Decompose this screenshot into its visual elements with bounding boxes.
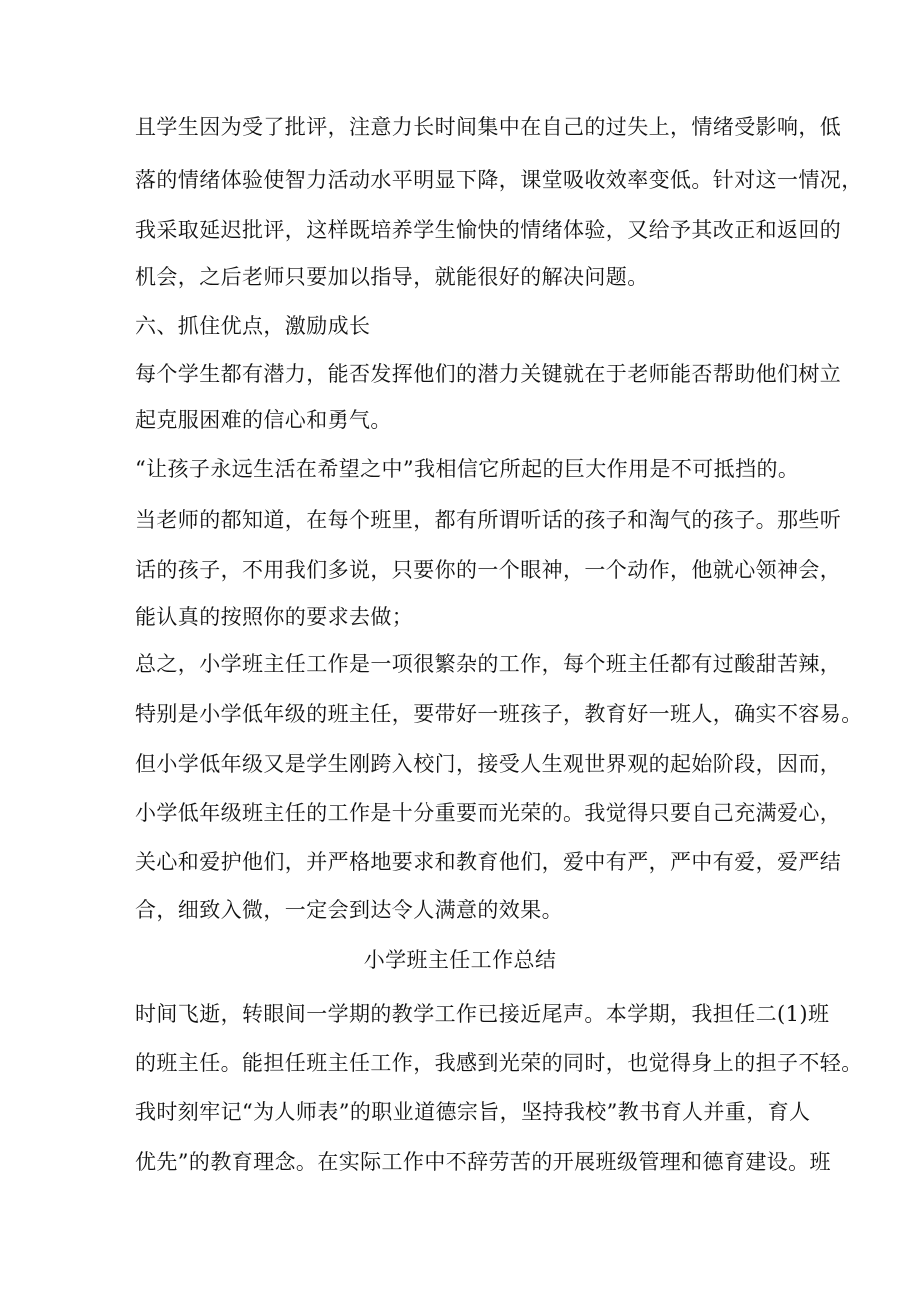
paragraph-line: 的班主任。能担任班主任工作，我感到光荣的同时，也觉得身上的担子不轻。 — [135, 1051, 863, 1075]
paragraph-line: 话的孩子，不用我们多说，只要你的一个眼神，一个动作，他就心领神会， — [135, 558, 842, 582]
paragraph-line: 优先”的教育理念。在实际工作中不辞劳苦的开展班级管理和德育建设。班 — [135, 1150, 831, 1174]
paragraph-line: 我时刻牢记“为人师表”的职业道德宗旨，坚持我校”教书育人并重，育人 — [135, 1100, 811, 1124]
paragraph-line: 关心和爱护他们，并严格地要求和教育他们，爱中有严，严中有爱，爱严结 — [135, 850, 842, 874]
paragraph-line: 时间飞逝，转眼间一学期的教学工作已接近尾声。本学期，我担任二(1)班 — [135, 1002, 830, 1026]
paragraph-line: 总之，小学班主任工作是一项很繁杂的工作，每个班主任都有过酸甜苦辣， — [135, 652, 842, 676]
paragraph-line: 起克服困难的信心和勇气。 — [135, 408, 392, 432]
document-title: 小学班主任工作总结 — [363, 948, 557, 972]
paragraph-line: 落的情绪体验使智力活动水平明显下降，课堂吸收效率变低。针对这一情况， — [135, 168, 863, 192]
quote-line: “让孩子永远生活在希望之中”我相信它所起的巨大作用是不可抵挡的。 — [135, 457, 800, 481]
paragraph-line: 我采取延迟批评，这样既培养学生愉快的情绪体验，又给予其改正和返回的 — [135, 218, 842, 242]
paragraph-line: 每个学生都有潜力，能否发挥他们的潜力关键就在于老师能否帮助他们树立 — [135, 362, 842, 386]
paragraph-line: 合，细致入微，一定会到达令人满意的效果。 — [135, 898, 563, 922]
section-heading: 六、抓住优点，激励成长 — [135, 314, 371, 338]
paragraph-line: 但小学低年级又是学生刚跨入校门，接受人生观世界观的起始阶段，因而， — [135, 752, 842, 776]
paragraph-line: 机会，之后老师只要加以指导，就能很好的解决问题。 — [135, 265, 649, 289]
paragraph-line: 且学生因为受了批评，注意力长时间集中在自己的过失上，情绪受影响，低 — [135, 115, 842, 139]
paragraph-line: 能认真的按照你的要求去做； — [135, 605, 414, 629]
paragraph-line: 当老师的都知道，在每个班里，都有所谓听话的孩子和淘气的孩子。那些听 — [135, 508, 842, 532]
paragraph-line: 小学低年级班主任的工作是十分重要而光荣的。我觉得只要自己充满爱心， — [135, 801, 842, 825]
paragraph-line: 特别是小学低年级的班主任，要带好一班孩子，教育好一班人，确实不容易。 — [135, 702, 863, 726]
